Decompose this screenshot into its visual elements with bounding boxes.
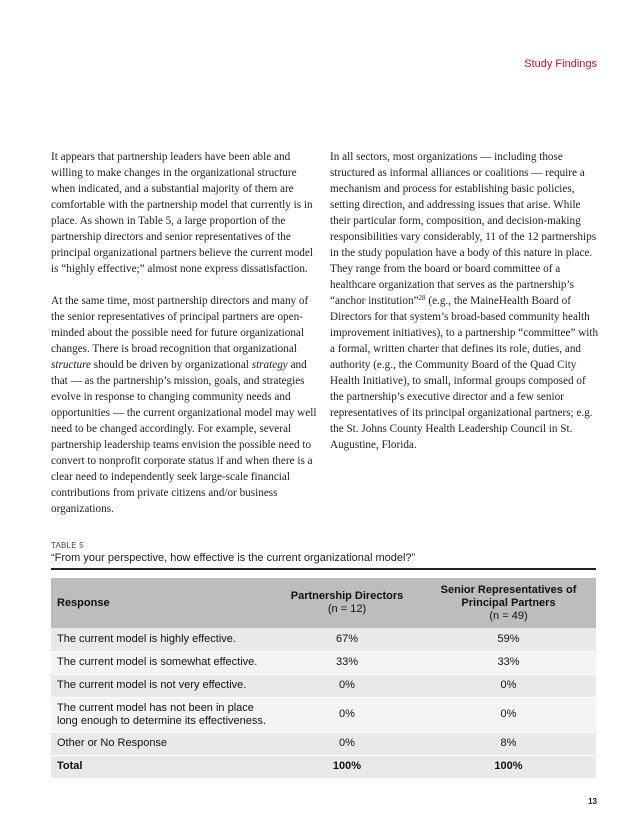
table-tag: TABLE 5 (51, 541, 84, 550)
seniors-value: 0% (421, 697, 596, 732)
table-header-row (51, 578, 596, 628)
footnote-ref: 28 (418, 294, 426, 302)
header-title: Partnership Directors (290, 590, 404, 602)
seniors-value: 0% (421, 674, 596, 697)
emphasis: structure (51, 359, 91, 371)
paragraph: It appears that partnership leaders have been able and willing to make changes in the organizational structure when indicated, and a substantial majority of them are comfortable with the partnership model that currently is in place. As shown in Table 5, a large proportion of the partnership directors and senior representatives of the principal organizational partners believe the current model is “highly effective;” almost none express dissatisfaction. (51, 151, 313, 275)
table-row (51, 628, 596, 651)
results-table (51, 578, 596, 779)
header-n: (n = 49) (489, 609, 528, 622)
row-label: The current model is highly effective. (51, 628, 273, 651)
header-title: Senior Representatives of Principal Partners (440, 583, 577, 609)
right-column (330, 149, 602, 469)
seniors-value: 33% (421, 651, 596, 674)
directors-value: 0% (273, 697, 421, 732)
row-label: The current model is somewhat effective. (51, 651, 273, 674)
table-rule (51, 568, 596, 570)
header-seniors (421, 578, 596, 628)
section-label: Study Findings (524, 58, 597, 70)
row-label: The current model is not very effective. (51, 674, 273, 697)
header-response: Response (51, 578, 273, 628)
row-label: The current model has not been in place long enough to determine its effectiveness. (51, 697, 273, 732)
text-run: At the same time, most partnership directors and many of the senior representatives of principal partners are open-minded about the possible need for future organizational changes. There is broad recognition that organizational (51, 295, 309, 355)
directors-value: 0% (273, 674, 421, 697)
text-run: should be driven by organizational (90, 359, 252, 371)
total-row (51, 755, 596, 778)
table-row (51, 697, 596, 732)
table-caption (51, 541, 596, 564)
row-label: Other or No Response (51, 732, 273, 755)
table-row (51, 732, 596, 755)
seniors-value: 8% (421, 732, 596, 755)
text-run: and that — as the partnership’s mission, goals, and strategies evolve in response to changing community needs and opportunities — the current organizational model may well need to be changed accordingly. For example, several partnership leadership teams envision the possible need to convert to nonprofit corporate status if and when there is a clear need to independently seek large-scale financial contributions from private citizens and/or business organizations. (51, 359, 317, 515)
text-run: (e.g., the MaineHealth Board of Directors for that system’s broad-based community health improvement initiatives), to a partnership “committee” with a formal, written charter that defines its role, duties, and authority (e.g., the Community Board of the Quad City Health Initiative), to small, informal groups composed of the partnership’s executive director and a few senior representatives of its principal organizational partners; e.g. the St. Johns County Health Leadership Council in St. Augustine, Florida. (330, 295, 599, 451)
seniors-total: 100% (421, 755, 596, 778)
directors-total: 100% (273, 755, 421, 778)
directors-value: 0% (273, 732, 421, 755)
table-row (51, 674, 596, 697)
table-question: “From your perspective, how effective is the current organizational model?” (51, 552, 416, 564)
table-row (51, 651, 596, 674)
emphasis: strategy (251, 359, 288, 371)
left-column (51, 149, 317, 533)
directors-value: 33% (273, 651, 421, 674)
directors-value: 67% (273, 628, 421, 651)
seniors-value: 59% (421, 628, 596, 651)
paragraph (51, 293, 317, 517)
paragraph (330, 149, 602, 453)
header-n: (n = 12) (327, 603, 367, 615)
page-number: 13 (588, 797, 597, 806)
header-directors (273, 578, 421, 628)
total-label: Total (51, 755, 273, 778)
text-run: In all sectors, most organizations — including those structured as informal alliances or coalitions — require a mechanism and process for establishing basic policies, setting direction, and addressing issues that arise. While their particular form, composition, and decision-making responsibilities vary considerably, 11 of the 12 partnerships in the study population have a body of this nature in place. They range from the board or board committee of a healthcare organization that serves as the partnership’s “anchor institution” (330, 151, 597, 307)
